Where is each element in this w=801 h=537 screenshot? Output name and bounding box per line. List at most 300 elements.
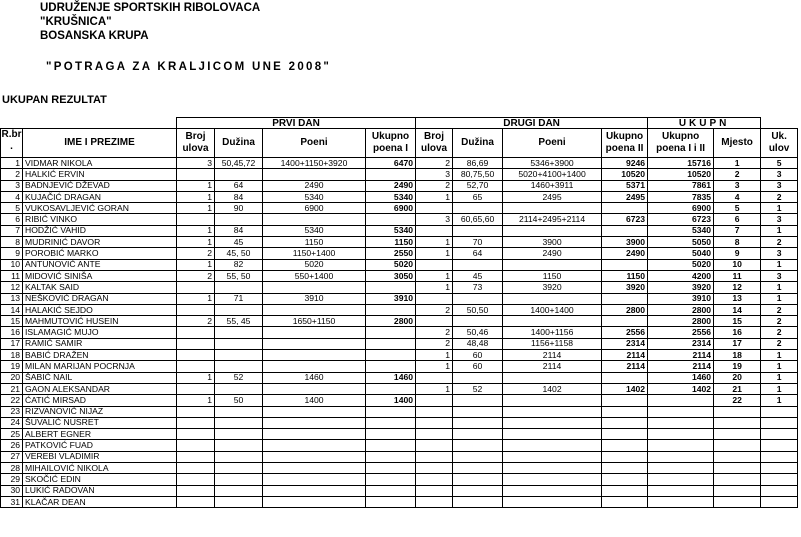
- d2-total: 2556: [602, 327, 648, 338]
- d1-length: 84: [215, 191, 263, 202]
- sum-total: 2114: [648, 350, 714, 361]
- d2-points: [503, 372, 602, 383]
- d2-count: 2: [416, 327, 453, 338]
- sum-total: [648, 474, 714, 485]
- d1-points: 550+1400: [263, 270, 366, 281]
- sum-total: [648, 429, 714, 440]
- d1-total: [366, 463, 416, 474]
- player-name: HALAKIĆ SEJDO: [23, 304, 177, 315]
- d2-length: 86,69: [453, 158, 503, 169]
- d2-length: 73: [453, 282, 503, 293]
- d2-points: [503, 429, 602, 440]
- place: 2: [714, 169, 761, 180]
- d1-points: [263, 383, 366, 394]
- d1-length: [215, 361, 263, 372]
- d2-total: 9246: [602, 158, 648, 169]
- d2-length: [453, 429, 503, 440]
- d2-count: 1: [416, 270, 453, 281]
- page-subtitle: UKUPAN REZULTAT: [2, 94, 107, 106]
- d2-total: [602, 259, 648, 270]
- event-title: "POTRAGA ZA KRALJICOM UNE 2008": [46, 61, 332, 73]
- d2-length: [453, 259, 503, 270]
- total-catch: [761, 463, 798, 474]
- d2-points: [503, 463, 602, 474]
- player-name: ALBERT EGNER: [23, 429, 177, 440]
- d1-count: [177, 463, 215, 474]
- d1-total: 3910: [366, 293, 416, 304]
- org-club: "KRUŠNICA": [40, 16, 112, 28]
- d1-length: [215, 350, 263, 361]
- d2-points: 1400+1156: [503, 327, 602, 338]
- d2-points: [503, 474, 602, 485]
- d2-length: 48,48: [453, 338, 503, 349]
- d1-total: 1400: [366, 395, 416, 406]
- d2-total: 3920: [602, 282, 648, 293]
- d1-points: 1400: [263, 395, 366, 406]
- d1-points: 6900: [263, 203, 366, 214]
- sum-total: 4200: [648, 270, 714, 281]
- d1-points: [263, 282, 366, 293]
- d2-total: 2114: [602, 361, 648, 372]
- d1-total: 6900: [366, 203, 416, 214]
- d1-points: [263, 214, 366, 225]
- d1-total: 2490: [366, 180, 416, 191]
- player-name: HODŽIĆ VAHID: [23, 225, 177, 236]
- d1-points: [263, 440, 366, 451]
- d1-count: 2: [177, 316, 215, 327]
- d2-points: 5020+4100+1400: [503, 169, 602, 180]
- place: 1: [714, 158, 761, 169]
- sum-total: 5040: [648, 248, 714, 259]
- d1-count: [177, 214, 215, 225]
- table-row: [1, 237, 798, 248]
- d1-count: [177, 361, 215, 372]
- row-number: 11: [1, 270, 23, 281]
- table-row: [1, 372, 798, 383]
- total-catch: 2: [761, 304, 798, 315]
- column-header-row: [1, 129, 798, 158]
- d2-length: 80,75,50: [453, 169, 503, 180]
- sum-total: 5050: [648, 237, 714, 248]
- d1-total: [366, 440, 416, 451]
- player-name: RAMIĆ SAMIR: [23, 338, 177, 349]
- d1-count: [177, 383, 215, 394]
- d2-length: 52: [453, 383, 503, 394]
- d1-total: [366, 327, 416, 338]
- row-number: 10: [1, 259, 23, 270]
- row-number: 12: [1, 282, 23, 293]
- table-row: [1, 169, 798, 180]
- table-row: [1, 327, 798, 338]
- table-row: [1, 406, 798, 417]
- d2-length: [453, 496, 503, 507]
- total-catch: 1: [761, 350, 798, 361]
- place: [714, 417, 761, 428]
- sum-total: 10520: [648, 169, 714, 180]
- col-d2-points: Poeni: [503, 129, 602, 158]
- d1-length: [215, 169, 263, 180]
- d2-points: [503, 225, 602, 236]
- sum-total: 2800: [648, 316, 714, 327]
- d2-count: [416, 395, 453, 406]
- d1-points: 1460: [263, 372, 366, 383]
- row-number: 29: [1, 474, 23, 485]
- row-number: 19: [1, 361, 23, 372]
- place: [714, 485, 761, 496]
- total-catch: 1: [761, 395, 798, 406]
- sum-total: 2556: [648, 327, 714, 338]
- table-row: [1, 474, 798, 485]
- d2-points: [503, 316, 602, 327]
- d2-total: [602, 485, 648, 496]
- sum-total: [648, 496, 714, 507]
- row-number: 2: [1, 169, 23, 180]
- d2-total: [602, 203, 648, 214]
- d1-points: 3910: [263, 293, 366, 304]
- d1-length: [215, 417, 263, 428]
- place: 3: [714, 180, 761, 191]
- d2-points: [503, 417, 602, 428]
- d1-points: [263, 361, 366, 372]
- d2-length: [453, 417, 503, 428]
- col-d2-count: Broj ulova: [416, 129, 453, 158]
- d1-total: [366, 429, 416, 440]
- d2-count: [416, 451, 453, 462]
- d2-points: [503, 293, 602, 304]
- total-catch: 3: [761, 270, 798, 281]
- d2-count: [416, 485, 453, 496]
- row-number: 22: [1, 395, 23, 406]
- total-catch: 3: [761, 248, 798, 259]
- d1-total: 5020: [366, 259, 416, 270]
- d2-count: 2: [416, 180, 453, 191]
- d2-points: 2114: [503, 350, 602, 361]
- d2-length: 45: [453, 270, 503, 281]
- d2-total: [602, 293, 648, 304]
- d1-length: [215, 429, 263, 440]
- total-catch: 2: [761, 327, 798, 338]
- d1-length: [215, 496, 263, 507]
- sum-total: 1460: [648, 372, 714, 383]
- total-catch: [761, 429, 798, 440]
- d2-total: [602, 451, 648, 462]
- player-name: VEREBI VLADIMIR: [23, 451, 177, 462]
- place: 6: [714, 214, 761, 225]
- d1-points: [263, 474, 366, 485]
- d2-points: 3900: [503, 237, 602, 248]
- d1-points: [263, 417, 366, 428]
- sum-total: [648, 406, 714, 417]
- d1-count: 1: [177, 293, 215, 304]
- table-row: [1, 158, 798, 169]
- d2-points: 2495: [503, 191, 602, 202]
- place: [714, 463, 761, 474]
- player-name: VIDMAR NIKOLA: [23, 158, 177, 169]
- d2-total: [602, 496, 648, 507]
- d1-total: [366, 406, 416, 417]
- table-row: [1, 338, 798, 349]
- total-catch: 5: [761, 158, 798, 169]
- table-row: [1, 304, 798, 315]
- sum-total: 5340: [648, 225, 714, 236]
- d1-length: 52: [215, 372, 263, 383]
- total-catch: 1: [761, 203, 798, 214]
- row-number: 6: [1, 214, 23, 225]
- place: 14: [714, 304, 761, 315]
- d1-count: [177, 474, 215, 485]
- total-catch: 1: [761, 372, 798, 383]
- d2-length: [453, 225, 503, 236]
- d2-count: 2: [416, 338, 453, 349]
- d2-count: 1: [416, 237, 453, 248]
- d2-points: 5346+3900: [503, 158, 602, 169]
- col-rbr: R.br .: [1, 129, 23, 158]
- d1-length: [215, 440, 263, 451]
- d1-total: [366, 304, 416, 315]
- d2-count: [416, 293, 453, 304]
- d1-length: 71: [215, 293, 263, 304]
- sum-total: 7861: [648, 180, 714, 191]
- total-catch: [761, 451, 798, 462]
- place: 16: [714, 327, 761, 338]
- player-name: POROBIĆ MARKO: [23, 248, 177, 259]
- d2-length: 64: [453, 248, 503, 259]
- place: 15: [714, 316, 761, 327]
- d1-length: 90: [215, 203, 263, 214]
- sum-total: 15716: [648, 158, 714, 169]
- d2-length: 60,65,60: [453, 214, 503, 225]
- player-name: MIDOVIĆ SINIŠA: [23, 270, 177, 281]
- place: [714, 451, 761, 462]
- player-name: VUKOSAVLJEVIĆ GORAN: [23, 203, 177, 214]
- sum-total: [648, 440, 714, 451]
- d1-total: [366, 383, 416, 394]
- total-catch: 3: [761, 180, 798, 191]
- d1-points: 2490: [263, 180, 366, 191]
- sum-total: 3910: [648, 293, 714, 304]
- d1-total: [366, 417, 416, 428]
- d2-points: 1150: [503, 270, 602, 281]
- d2-length: [453, 485, 503, 496]
- row-number: 17: [1, 338, 23, 349]
- total-catch: [761, 474, 798, 485]
- d2-points: [503, 203, 602, 214]
- player-name: LUKIĆ RADOVAN: [23, 485, 177, 496]
- d2-points: 1400+1400: [503, 304, 602, 315]
- player-name: KUJAČIĆ DRAGAN: [23, 191, 177, 202]
- d1-count: [177, 350, 215, 361]
- d1-count: [177, 496, 215, 507]
- d2-total: [602, 474, 648, 485]
- table-row: [1, 248, 798, 259]
- d2-total: [602, 463, 648, 474]
- d2-total: [602, 225, 648, 236]
- d2-length: [453, 293, 503, 304]
- d1-count: [177, 485, 215, 496]
- d2-count: 3: [416, 169, 453, 180]
- d2-points: 2114: [503, 361, 602, 372]
- player-name: ŠUVALIĆ NUSRET: [23, 417, 177, 428]
- col-name: IME I PREZIME: [23, 129, 177, 158]
- row-number: 21: [1, 383, 23, 394]
- d2-length: [453, 372, 503, 383]
- player-name: RIZVANOVIĆ NIJAZ: [23, 406, 177, 417]
- d2-length: [453, 203, 503, 214]
- sum-total: 6723: [648, 214, 714, 225]
- place: 9: [714, 248, 761, 259]
- d2-total: [602, 406, 648, 417]
- sum-total: 7835: [648, 191, 714, 202]
- d1-length: [215, 463, 263, 474]
- row-number: 25: [1, 429, 23, 440]
- sum-total: 2800: [648, 304, 714, 315]
- results-table: [0, 117, 798, 508]
- row-number: 26: [1, 440, 23, 451]
- place: [714, 440, 761, 451]
- row-number: 5: [1, 203, 23, 214]
- table-row: [1, 429, 798, 440]
- table-row: [1, 316, 798, 327]
- d1-points: [263, 485, 366, 496]
- d2-total: 1402: [602, 383, 648, 394]
- player-name: ANTUNOVIĆ ANTE: [23, 259, 177, 270]
- table-row: [1, 225, 798, 236]
- place: 18: [714, 350, 761, 361]
- d2-total: 10520: [602, 169, 648, 180]
- d2-count: 1: [416, 191, 453, 202]
- player-name: MAHMUTOVIĆ HUSEIN: [23, 316, 177, 327]
- d1-count: [177, 451, 215, 462]
- d1-count: [177, 338, 215, 349]
- player-name: HALKIĆ ERVIN: [23, 169, 177, 180]
- d1-length: 84: [215, 225, 263, 236]
- d2-length: [453, 395, 503, 406]
- table-row: [1, 282, 798, 293]
- place: [714, 496, 761, 507]
- table-row: [1, 417, 798, 428]
- d1-points: [263, 327, 366, 338]
- total-catch: [761, 406, 798, 417]
- d2-count: [416, 417, 453, 428]
- player-name: ISLAMAGIĆ MUJO: [23, 327, 177, 338]
- place: 13: [714, 293, 761, 304]
- d2-count: [416, 429, 453, 440]
- player-name: BABIĆ DRAŽEN: [23, 350, 177, 361]
- d1-length: 55, 45: [215, 316, 263, 327]
- place: 22: [714, 395, 761, 406]
- d1-total: [366, 338, 416, 349]
- player-name: PATKOVIĆ FUAD: [23, 440, 177, 451]
- d2-points: 1460+3911: [503, 180, 602, 191]
- d2-points: [503, 406, 602, 417]
- d1-total: [366, 169, 416, 180]
- d2-length: [453, 463, 503, 474]
- row-number: 15: [1, 316, 23, 327]
- row-number: 8: [1, 237, 23, 248]
- d2-length: [453, 440, 503, 451]
- total-catch: 1: [761, 282, 798, 293]
- total-catch: 2: [761, 316, 798, 327]
- d2-count: 3: [416, 214, 453, 225]
- row-number: 31: [1, 496, 23, 507]
- d2-length: [453, 316, 503, 327]
- sum-total: 3920: [648, 282, 714, 293]
- d2-points: [503, 485, 602, 496]
- table-row: [1, 350, 798, 361]
- d1-points: 1150: [263, 237, 366, 248]
- d1-points: [263, 496, 366, 507]
- d2-points: 3920: [503, 282, 602, 293]
- table-row: [1, 259, 798, 270]
- d1-count: [177, 169, 215, 180]
- d2-total: [602, 395, 648, 406]
- total-catch: 1: [761, 225, 798, 236]
- d2-total: [602, 417, 648, 428]
- table-row: [1, 463, 798, 474]
- table-row: [1, 203, 798, 214]
- d1-total: 2800: [366, 316, 416, 327]
- sum-total: [648, 463, 714, 474]
- d1-length: [215, 327, 263, 338]
- player-name: MIHAILOVIĆ NIKOLA: [23, 463, 177, 474]
- d2-total: 2314: [602, 338, 648, 349]
- total-catch: [761, 496, 798, 507]
- d2-total: 3900: [602, 237, 648, 248]
- d2-total: [602, 429, 648, 440]
- player-name: KALTAK SAID: [23, 282, 177, 293]
- d1-points: [263, 169, 366, 180]
- d2-total: 6723: [602, 214, 648, 225]
- row-number: 18: [1, 350, 23, 361]
- total-catch: 2: [761, 237, 798, 248]
- d2-length: [453, 406, 503, 417]
- row-number: 28: [1, 463, 23, 474]
- d1-count: [177, 327, 215, 338]
- player-name: NEŠKOVIĆ DRAGAN: [23, 293, 177, 304]
- d1-length: [215, 474, 263, 485]
- table-row: [1, 485, 798, 496]
- d2-count: [416, 463, 453, 474]
- d2-total: 2800: [602, 304, 648, 315]
- d2-total: [602, 440, 648, 451]
- d1-total: [366, 350, 416, 361]
- d2-count: [416, 316, 453, 327]
- d2-count: 2: [416, 304, 453, 315]
- d2-count: 2: [416, 158, 453, 169]
- d2-points: [503, 440, 602, 451]
- d1-total: 6470: [366, 158, 416, 169]
- place: [714, 406, 761, 417]
- d1-count: 1: [177, 237, 215, 248]
- d1-total: [366, 485, 416, 496]
- d1-total: 2550: [366, 248, 416, 259]
- table-row: [1, 270, 798, 281]
- d1-length: 50: [215, 395, 263, 406]
- table-row: [1, 293, 798, 304]
- d1-total: [366, 214, 416, 225]
- d2-count: 1: [416, 350, 453, 361]
- d2-length: 60: [453, 350, 503, 361]
- row-number: 30: [1, 485, 23, 496]
- d1-total: [366, 361, 416, 372]
- sum-total: [648, 451, 714, 462]
- d1-points: [263, 463, 366, 474]
- d1-total: 5340: [366, 191, 416, 202]
- row-number: 13: [1, 293, 23, 304]
- d2-count: 1: [416, 282, 453, 293]
- player-name: GAON ALEKSANDAR: [23, 383, 177, 394]
- d1-total: 1150: [366, 237, 416, 248]
